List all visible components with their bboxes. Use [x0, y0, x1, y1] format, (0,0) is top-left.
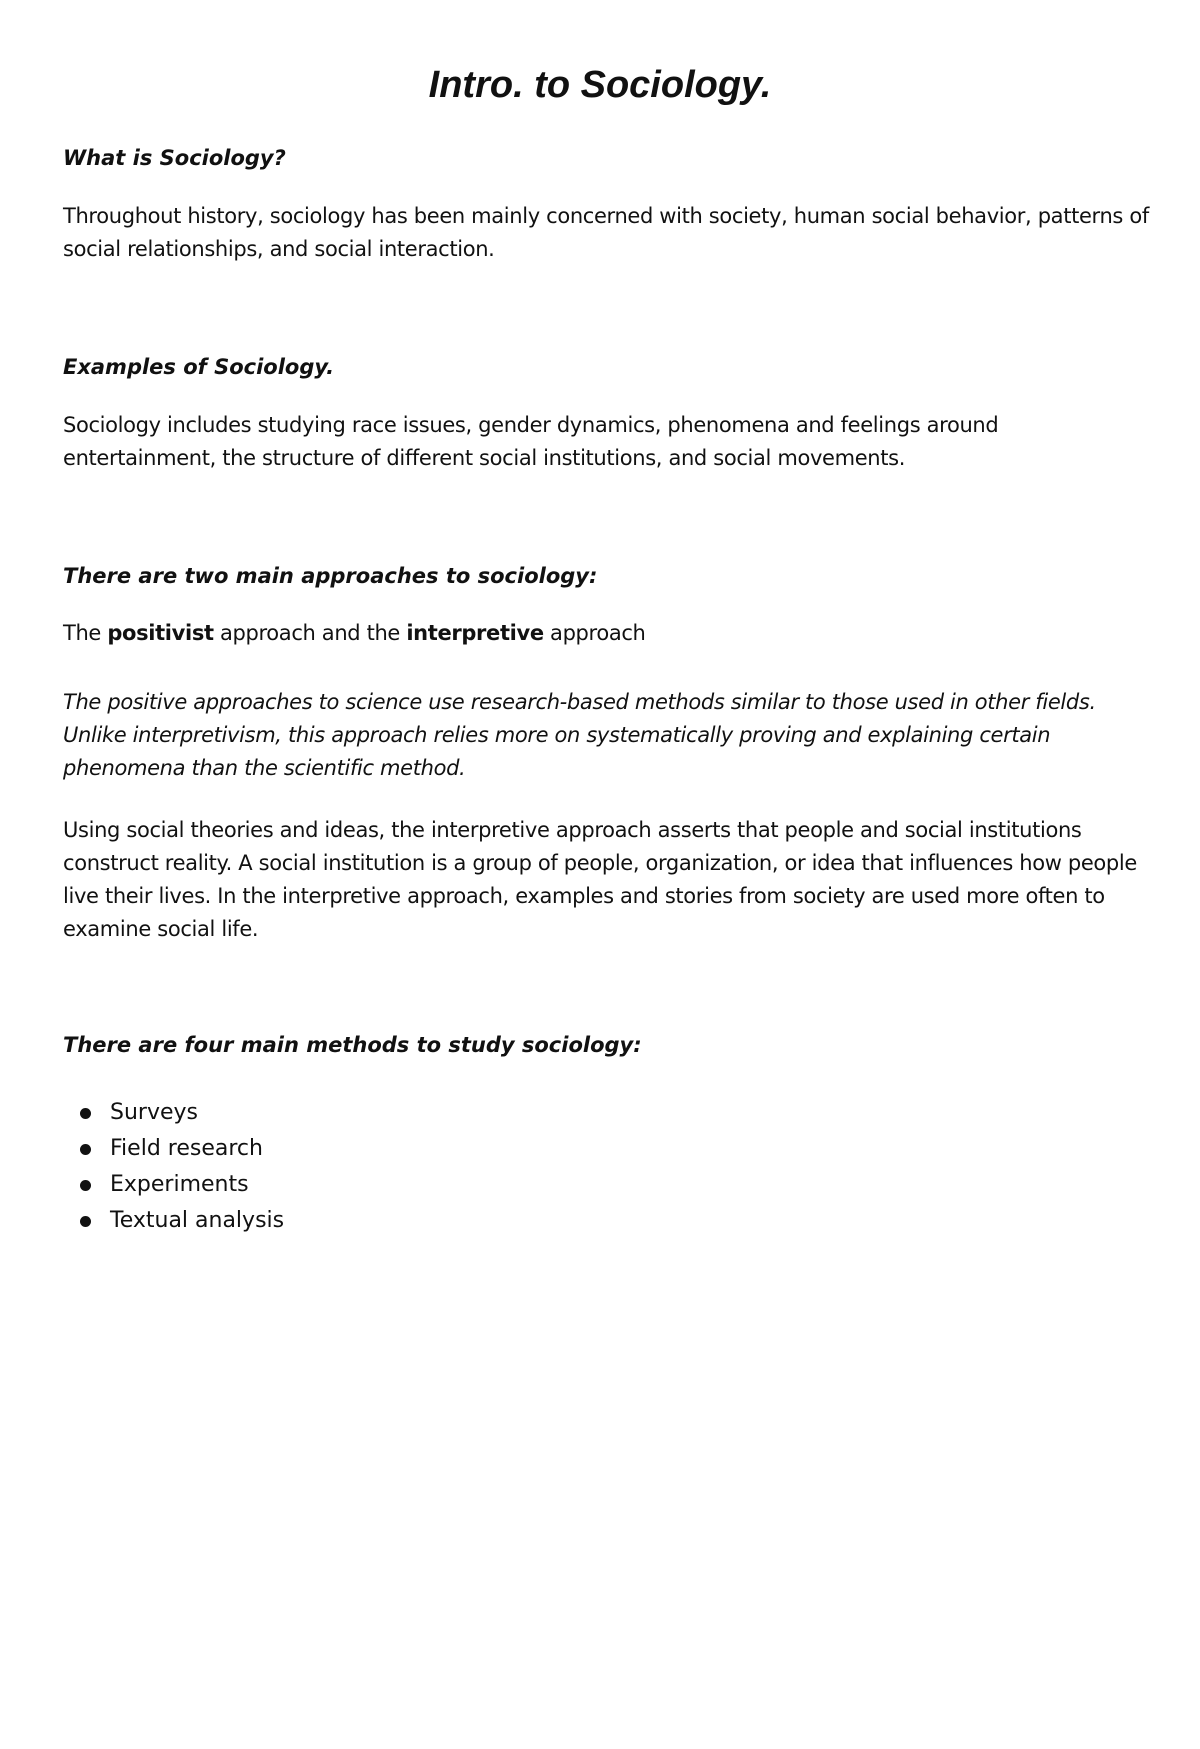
approaches-intro-text-1: The	[63, 621, 108, 645]
bullet-icon	[80, 1216, 91, 1227]
positivist-term: positivist	[107, 621, 214, 645]
paragraph-interpretive-approach: Using social theories and ideas, the interpretive approach asserts that people and social institutions construct reality. A social institution is a group of people, organization, or idea that influences how people live their lives. In the interpretive approach, examples and stories from society are used more often to examine social life.	[63, 818, 1137, 941]
methods-list	[80, 1095, 284, 1239]
heading-examples-of-sociology: Examples of Sociology.	[63, 355, 335, 379]
list-item	[80, 1203, 284, 1239]
paragraph-examples-of-sociology: Sociology includes studying race issues, gender dynamics, phenomena and feelings around entertainment, the structure of different social institutions, and social movements.	[63, 413, 999, 470]
list-item-label: Experiments	[110, 1172, 249, 1197]
approaches-intro-text-3: approach	[543, 621, 646, 645]
list-item-label: Textual analysis	[110, 1208, 285, 1233]
list-item-label: Field research	[110, 1136, 263, 1161]
list-item	[80, 1131, 284, 1167]
heading-four-methods: There are four main methods to study sociology:	[63, 1033, 642, 1057]
heading-two-approaches: There are two main approaches to sociology:	[63, 564, 598, 588]
paragraph-what-is-sociology: Throughout history, sociology has been mainly concerned with society, human social behavior, patterns of social relationships, and social interaction.	[63, 204, 1149, 261]
bullet-icon	[80, 1180, 91, 1191]
list-item	[80, 1167, 284, 1203]
list-item-label: Surveys	[110, 1100, 198, 1125]
bullet-icon	[80, 1108, 91, 1119]
list-item	[80, 1095, 284, 1131]
paragraph-positivist-approach: The positive approaches to science use research-based methods similar to those used in other fields. Unlike interpretivism, this approach relies more on systematically proving and explaining certain phenomena than the scientific method.	[63, 690, 1096, 780]
interpretive-term: interpretive	[406, 621, 544, 645]
paragraph-approaches-intro	[63, 617, 1153, 650]
approaches-intro-text-2: approach and the	[213, 621, 407, 645]
heading-what-is-sociology: What is Sociology?	[63, 146, 286, 170]
bullet-icon	[80, 1144, 91, 1155]
document-title: Intro. to Sociology.	[428, 64, 772, 106]
